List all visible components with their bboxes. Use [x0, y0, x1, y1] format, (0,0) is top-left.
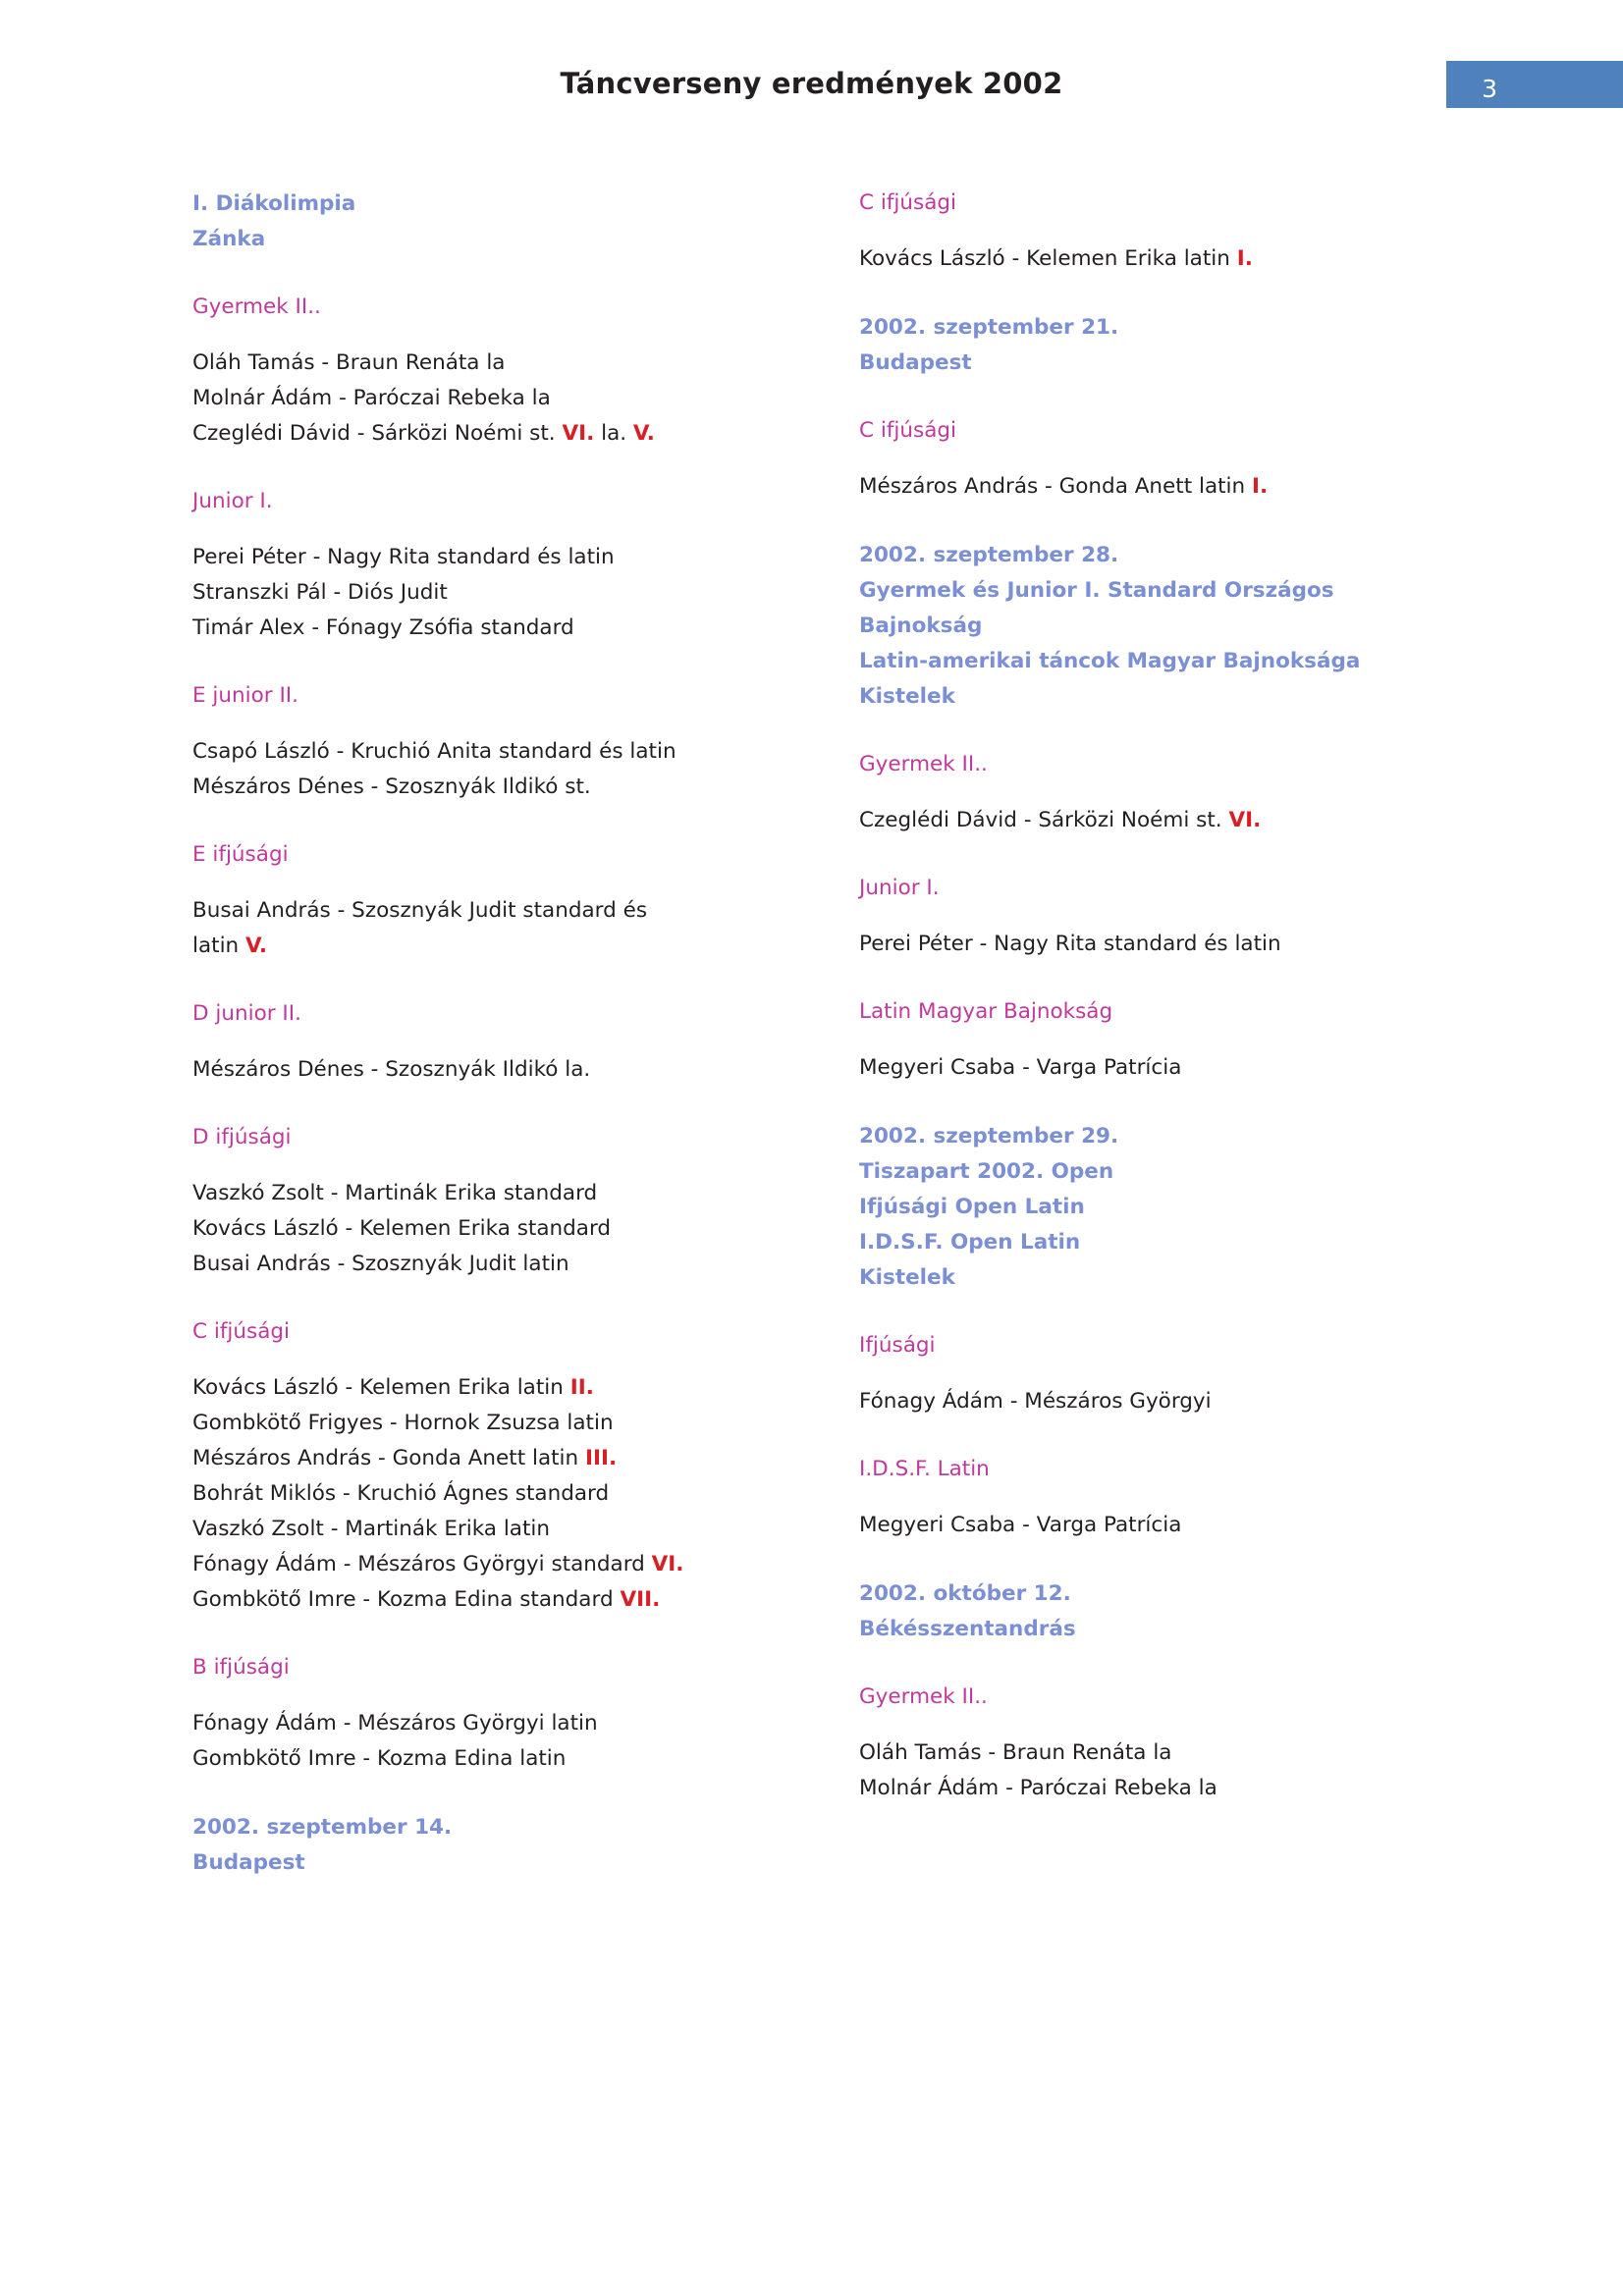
event-heading-line: Bajnokság: [859, 614, 983, 638]
spacer: [192, 452, 821, 485]
result-text: Kovács László - Kelemen Erika latin: [859, 246, 1237, 271]
result-list: [192, 1176, 821, 1315]
result-line: [192, 346, 821, 381]
result-line: [192, 929, 821, 964]
event-heading-line: Békésszentandrás: [859, 1617, 1076, 1641]
spacer: [192, 646, 821, 679]
category-label: Latin Magyar Bajnokság: [859, 999, 1113, 1024]
spacer: [192, 1031, 821, 1052]
category-heading: [859, 1681, 1488, 1735]
result-line: [192, 1476, 821, 1512]
category-label: E ifjúsági: [192, 842, 289, 867]
result-list: [859, 469, 1488, 538]
result-line: [859, 803, 1488, 838]
result-line: [192, 611, 821, 646]
result-line: [192, 1741, 821, 1777]
result-list: [859, 241, 1488, 310]
result-lines: [859, 1050, 1488, 1086]
page-number: 3: [1482, 75, 1497, 103]
result-lines: [192, 1176, 821, 1282]
spacer: [859, 905, 1488, 927]
spacer: [859, 1486, 1488, 1508]
result-lines: [859, 1508, 1488, 1543]
result-line: [192, 1052, 821, 1088]
result-text: Gombkötő Imre - Kozma Edina latin: [192, 1746, 567, 1771]
result-line: [192, 734, 821, 770]
spacer: [192, 1881, 821, 1914]
result-list: [859, 1508, 1488, 1576]
spacer: [192, 1618, 821, 1651]
result-line: [192, 575, 821, 611]
event-heading-line: Tiszapart 2002. Open: [859, 1159, 1114, 1184]
result-line: [859, 927, 1488, 962]
event-heading-line: Budapest: [859, 350, 972, 375]
event-heading-line: 2002. szeptember 28.: [859, 543, 1119, 567]
result-text: Busai András - Szosznyák Judit latin: [192, 1252, 569, 1276]
placement-badge: VII.: [620, 1587, 661, 1612]
result-text: Czeglédi Dávid - Sárközi Noémi st.: [859, 808, 1229, 832]
result-lines: [192, 1370, 821, 1618]
result-list: [192, 1052, 821, 1121]
category-heading: [859, 872, 1488, 927]
event-heading-line: 2002. október 12.: [859, 1581, 1071, 1606]
spacer: [859, 715, 1488, 748]
spacer: [859, 781, 1488, 803]
result-line: [192, 1370, 821, 1406]
category-heading: [859, 995, 1488, 1050]
result-line: [192, 1247, 821, 1282]
category-label: Gyermek II..: [859, 1684, 988, 1709]
category-label: Gyermek II..: [192, 294, 321, 319]
event-heading-line: Kistelek: [859, 684, 955, 709]
result-line: [859, 241, 1488, 277]
placement-badge: III.: [585, 1446, 618, 1470]
result-lines: [859, 927, 1488, 962]
result-line: [859, 1050, 1488, 1086]
spacer: [859, 1086, 1488, 1119]
result-list: [192, 540, 821, 679]
category-label: B ifjúsági: [192, 1655, 290, 1680]
event-heading: [859, 538, 1488, 748]
result-text: Mészáros Dénes - Szosznyák Ildikó la.: [192, 1057, 591, 1082]
placement-badge: V.: [245, 934, 268, 958]
event-heading-line: Budapest: [192, 1850, 305, 1875]
spacer: [859, 381, 1488, 414]
placement-badge: I.: [1252, 474, 1269, 499]
result-text: Mészáros Dénes - Szosznyák Ildikó st.: [192, 774, 591, 799]
event-heading-line: I.D.S.F. Open Latin: [859, 1230, 1081, 1255]
result-line: [192, 1211, 821, 1247]
result-lines: [192, 734, 821, 805]
category-heading: [192, 1651, 821, 1706]
spacer: [192, 1154, 821, 1176]
result-line: [192, 540, 821, 575]
page-number-banner: [1446, 61, 1623, 108]
event-heading: [859, 1576, 1488, 1681]
result-text: Mészáros András - Gonda Anett latin: [859, 474, 1252, 499]
spacer: [192, 1088, 821, 1121]
event-heading-line: Latin-amerikai táncok Magyar Bajnoksága: [859, 649, 1361, 673]
result-text: Oláh Tamás - Braun Renáta la: [859, 1740, 1172, 1765]
spacer: [859, 962, 1488, 995]
spacer: [859, 1419, 1488, 1453]
event-heading: [192, 1810, 821, 1914]
result-lines: [859, 1384, 1488, 1419]
placement-badge: VI.: [651, 1552, 684, 1576]
left-column: [192, 187, 821, 1914]
result-list: [859, 1384, 1488, 1453]
category-label: I.D.S.F. Latin: [859, 1457, 990, 1481]
category-heading: [859, 748, 1488, 803]
event-heading: [859, 1119, 1488, 1329]
result-list: [192, 893, 821, 997]
placement-badge: VI.: [1228, 808, 1262, 832]
result-line: [859, 1508, 1488, 1543]
event-heading: [192, 187, 821, 291]
category-label: D ifjúsági: [192, 1125, 292, 1149]
page-title: Táncverseny eredmények 2002: [560, 67, 1063, 100]
result-text: Bohrát Miklós - Kruchió Ágnes standard: [192, 1481, 610, 1506]
result-text: Megyeri Csaba - Varga Patrícia: [859, 1055, 1182, 1080]
result-text: Busai András - Szosznyák Judit standard és: [192, 898, 648, 923]
category-label: C ifjúsági: [192, 1319, 290, 1344]
event-heading-line: Ifjúsági Open Latin: [859, 1195, 1085, 1219]
spacer: [859, 1362, 1488, 1384]
result-list: [192, 1370, 821, 1651]
result-text: Stranszki Pál - Diós Judit: [192, 580, 448, 605]
spacer: [859, 838, 1488, 872]
result-text: Oláh Tamás - Braun Renáta la: [192, 350, 506, 375]
event-heading-line: 2002. szeptember 14.: [192, 1815, 453, 1840]
result-text: Megyeri Csaba - Varga Patrícia: [859, 1513, 1182, 1537]
event-heading: [859, 310, 1488, 414]
result-line: [192, 1706, 821, 1741]
result-line: [859, 1735, 1488, 1771]
result-text: Csapó László - Kruchió Anita standard és latin: [192, 739, 676, 764]
category-label: Junior I.: [192, 489, 273, 513]
spacer: [192, 518, 821, 540]
result-lines: [859, 1735, 1488, 1806]
result-line: [192, 1512, 821, 1547]
result-text: Mészáros András - Gonda Anett latin: [192, 1446, 585, 1470]
result-list: [192, 734, 821, 838]
spacer: [859, 277, 1488, 310]
spacer: [859, 1029, 1488, 1050]
spacer: [192, 324, 821, 346]
category-label: D junior II.: [192, 1001, 301, 1026]
result-line: [192, 416, 821, 452]
category-label: Junior I.: [859, 876, 940, 900]
result-list: [192, 1706, 821, 1810]
spacer: [192, 1282, 821, 1315]
result-line: [192, 1441, 821, 1476]
spacer: [192, 1684, 821, 1706]
result-line: [859, 469, 1488, 505]
spacer: [859, 1296, 1488, 1329]
event-heading-line: Zánka: [192, 227, 266, 251]
category-heading: [859, 1329, 1488, 1384]
result-text: Kovács László - Kelemen Erika standard: [192, 1216, 612, 1241]
event-heading-line: Kistelek: [859, 1265, 955, 1290]
result-line: [859, 1771, 1488, 1806]
category-heading: [859, 414, 1488, 469]
spacer: [192, 964, 821, 997]
result-lines: [859, 803, 1488, 838]
result-text: Vaszkó Zsolt - Martinák Erika latin: [192, 1517, 550, 1541]
result-lines: [192, 1706, 821, 1777]
category-heading: [192, 485, 821, 540]
placement-badge: II.: [569, 1375, 594, 1400]
spacer: [192, 1777, 821, 1810]
result-line: [192, 1547, 821, 1582]
category-heading: [859, 187, 1488, 241]
result-list: [192, 346, 821, 485]
event-heading-line: 2002. szeptember 21.: [859, 315, 1119, 340]
spacer: [859, 505, 1488, 538]
result-lines: [859, 469, 1488, 505]
spacer: [859, 1806, 1488, 1840]
result-lines: [192, 540, 821, 646]
result-text: Kovács László - Kelemen Erika latin: [192, 1375, 570, 1400]
placement-badge: I.: [1236, 246, 1253, 271]
result-line: [192, 1176, 821, 1211]
result-text: Fónagy Ádám - Mészáros Györgyi: [859, 1389, 1212, 1414]
result-line: [192, 1406, 821, 1441]
result-text: Fónagy Ádám - Mészáros Györgyi latin: [192, 1711, 598, 1735]
spacer: [192, 1349, 821, 1370]
result-lines: [192, 1052, 821, 1088]
spacer: [859, 220, 1488, 241]
category-heading: [192, 1315, 821, 1370]
result-text: Vaszkó Zsolt - Martinák Erika standard: [192, 1181, 598, 1205]
result-text: Perei Péter - Nagy Rita standard és latin: [859, 932, 1281, 956]
result-line: [192, 893, 821, 929]
category-heading: [192, 838, 821, 893]
spacer: [192, 805, 821, 838]
result-text: Fónagy Ádám - Mészáros Györgyi standard: [192, 1552, 652, 1576]
result-text-suffix: la.: [594, 421, 633, 446]
result-lines: [859, 241, 1488, 277]
result-text: latin: [192, 934, 246, 958]
category-heading: [192, 679, 821, 734]
category-heading: [859, 1453, 1488, 1508]
result-text: Molnár Ádám - Paróczai Rebeka la: [859, 1776, 1217, 1800]
event-heading-line: Gyermek és Junior I. Standard Országos: [859, 578, 1334, 603]
result-line: [192, 381, 821, 416]
event-heading-line: I. Diákolimpia: [192, 191, 356, 216]
spacer: [192, 872, 821, 893]
spacer: [859, 448, 1488, 469]
result-text: Gombkötő Imre - Kozma Edina standard: [192, 1587, 621, 1612]
spacer: [859, 1714, 1488, 1735]
result-text: Gombkötő Frigyes - Hornok Zsuzsa latin: [192, 1411, 614, 1435]
placement-badge: V.: [632, 421, 655, 446]
category-label: C ifjúsági: [859, 190, 956, 215]
result-line: [192, 770, 821, 805]
category-heading: [192, 291, 821, 346]
result-text: Perei Péter - Nagy Rita standard és latin: [192, 545, 615, 569]
result-lines: [192, 893, 821, 964]
spacer: [859, 1647, 1488, 1681]
category-label: C ifjúsági: [859, 418, 956, 443]
result-text: Czeglédi Dávid - Sárközi Noémi st.: [192, 421, 563, 446]
result-lines: [192, 346, 821, 452]
category-heading: [192, 997, 821, 1052]
spacer: [192, 713, 821, 734]
category-label: E junior II.: [192, 683, 298, 708]
category-label: Ifjúsági: [859, 1333, 936, 1358]
spacer: [859, 1543, 1488, 1576]
result-list: [859, 803, 1488, 872]
result-list: [859, 1050, 1488, 1119]
result-text: Molnár Ádám - Paróczai Rebeka la: [192, 386, 551, 410]
result-line: [859, 1384, 1488, 1419]
event-heading-line: 2002. szeptember 29.: [859, 1124, 1119, 1148]
placement-badge: VI.: [562, 421, 595, 446]
page-header: [0, 67, 1623, 116]
spacer: [192, 257, 821, 291]
category-label: Gyermek II..: [859, 752, 988, 776]
result-line: [192, 1582, 821, 1618]
result-text: Timár Alex - Fónagy Zsófia standard: [192, 615, 574, 640]
result-list: [859, 1735, 1488, 1840]
right-column: [859, 187, 1488, 1840]
category-heading: [192, 1121, 821, 1176]
result-list: [859, 927, 1488, 995]
